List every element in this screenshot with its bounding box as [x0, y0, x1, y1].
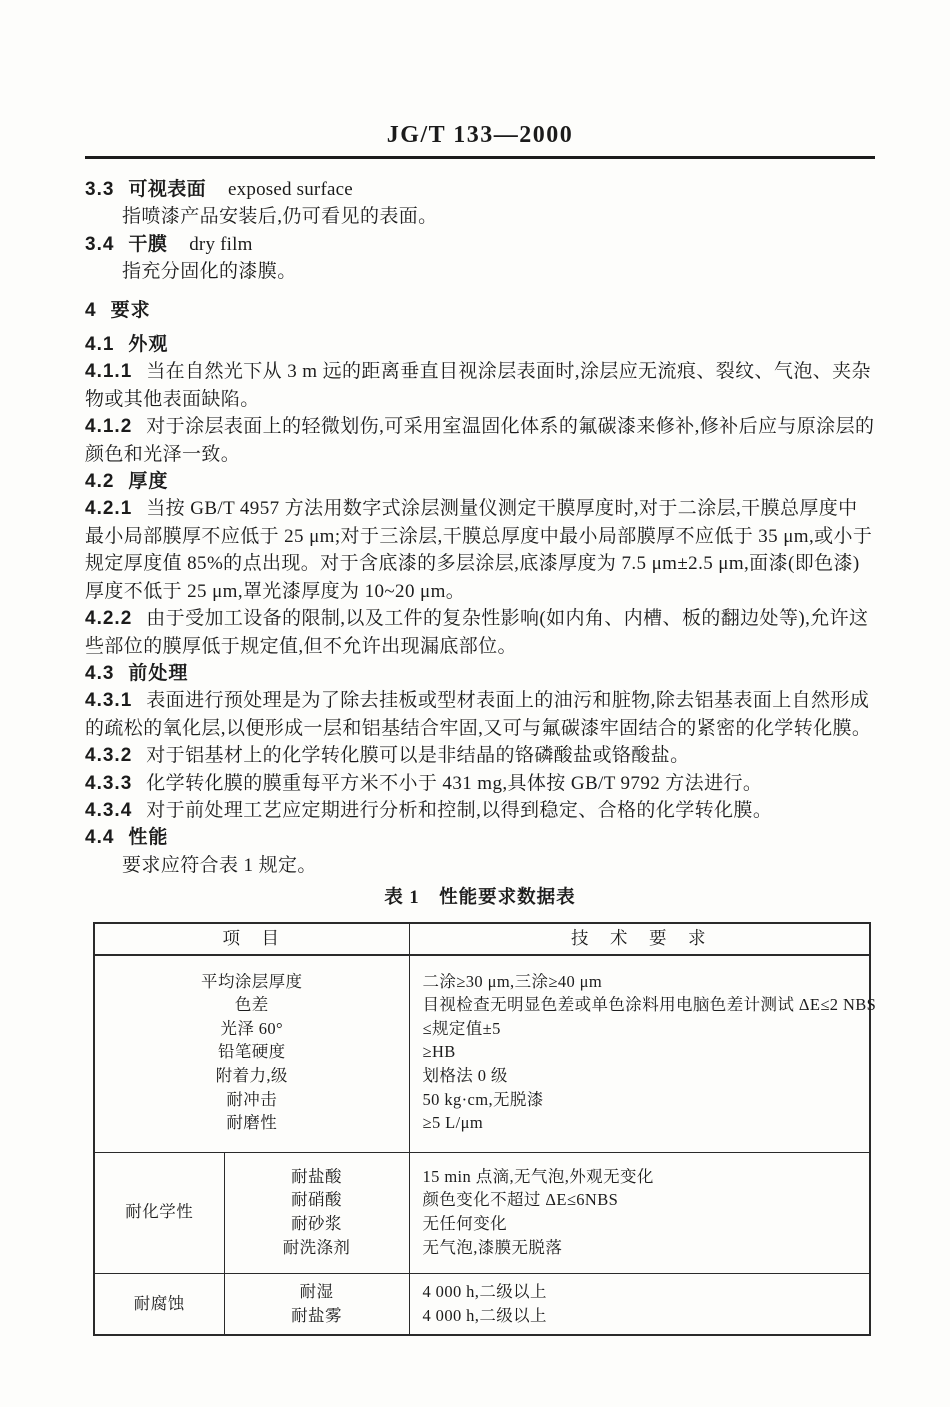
- clause-number: 4.3.2: [85, 745, 133, 767]
- performance-requirements-table: [93, 922, 877, 1337]
- table-section-chemical-resistance: [94, 1152, 870, 1273]
- clause-text: 由于受加工设备的限制,以及工件的复杂性影响(如内角、内槽、板的翻边处等),允许这些部位的膜厚低于规定值,但不允许出现漏底部位。: [85, 608, 869, 657]
- item-label: 耐洗涤剂: [282, 1237, 351, 1257]
- item-label: 耐磨性: [226, 1113, 278, 1133]
- clause-number: 4.1.2: [85, 416, 133, 438]
- clause-number: 4.1.1: [85, 361, 133, 383]
- table-header-row: [94, 923, 870, 955]
- term-title-zh: 干膜: [128, 233, 168, 255]
- clause-text: 表面进行预处理是为了除去挂板或型材表面上的油污和脏物,除去铝基表面上自然形成的疏松的氧化层,以便形成一层和铝基结合牢固,又可与氟碳漆牢固结合的紧密的化学转化膜。: [85, 690, 872, 739]
- item-cell: [94, 955, 409, 1153]
- requirement-value: 目视检查无明显色差或单色涂料用电脑色差计测试 ΔE≤2 NBS: [422, 995, 877, 1015]
- requirement-value: ≤规定值±5: [422, 1018, 501, 1038]
- clause-4-3-4: [85, 797, 875, 824]
- clause-number: 4.2.1: [85, 498, 133, 520]
- requirement-value: 15 min 点滴,无气泡,外观无变化: [422, 1166, 654, 1186]
- clause-number: 4.2.2: [85, 608, 133, 630]
- heading-4-1: [85, 331, 875, 358]
- requirement-cell: [409, 1274, 870, 1336]
- table-section-general: [94, 955, 870, 1153]
- clause-number: 4.3: [85, 662, 115, 684]
- heading-4-4: [85, 824, 875, 851]
- term-title-en: exposed surface: [228, 179, 353, 200]
- heading-title: 要求: [110, 299, 151, 321]
- heading-4: [85, 297, 875, 324]
- clause-4-3-1: [85, 687, 875, 742]
- item-label: 附着力,级: [215, 1065, 288, 1085]
- requirement-value: 二涂≥30 μm,三涂≥40 μm: [422, 971, 603, 991]
- heading-title: 前处理: [128, 662, 189, 684]
- item-label: 耐盐酸: [291, 1166, 342, 1186]
- requirement-value: 无气泡,漆膜无脱落: [422, 1237, 563, 1257]
- header-rule: [85, 156, 875, 159]
- document-body: [85, 176, 875, 1336]
- item-label: 耐冲击: [226, 1089, 278, 1109]
- item-cell: [224, 1152, 409, 1273]
- requirement-value: 4 000 h,二级以上: [422, 1305, 547, 1325]
- table-header-requirement: 技 术 要 求: [409, 923, 870, 955]
- item-label: 耐硝酸: [291, 1190, 342, 1210]
- clause-number: 4.3.1: [85, 690, 133, 712]
- clause-4-1-1: [85, 358, 875, 413]
- requirement-value: 4 000 h,二级以上: [422, 1282, 547, 1302]
- page-content: [85, 122, 875, 1336]
- requirement-value: 无任何变化: [422, 1213, 507, 1233]
- table-lead-in: 要求应符合表 1 规定。: [122, 854, 317, 876]
- standard-code: JG/T 133—2000: [386, 122, 574, 148]
- requirement-value: 50 kg·cm,无脱漆: [422, 1089, 544, 1109]
- item-label: 耐砂浆: [291, 1213, 342, 1233]
- group-label: 耐化学性: [94, 1152, 224, 1273]
- clause-number: 4.2: [85, 471, 115, 493]
- table-header-item: 项 目: [94, 923, 409, 955]
- clause-number: 4.4: [85, 827, 115, 849]
- clause-text: 对于前处理工艺应定期进行分析和控制,以得到稳定、合格的化学转化膜。: [146, 799, 773, 821]
- requirement-value: 颜色变化不超过 ΔE≤6NBS: [422, 1190, 619, 1210]
- heading-4-3: [85, 660, 875, 687]
- clause-4-3-2: [85, 742, 875, 769]
- requirement-cell: [409, 1152, 870, 1273]
- term-3-3: [85, 176, 875, 203]
- requirement-value: 划格法 0 级: [422, 1065, 508, 1085]
- table-caption: 表 1 性能要求数据表: [384, 888, 576, 909]
- clause-text: 对于涂层表面上的轻微划伤,可采用室温固化体系的氟碳漆来修补,修补后应与原涂层的颜色和光泽一致。: [85, 416, 875, 465]
- heading-title: 性能: [128, 827, 169, 849]
- clause-number: 4.1: [85, 334, 115, 356]
- term-title-zh: 可视表面: [128, 179, 207, 200]
- heading-4-2: [85, 468, 875, 495]
- group-label: 耐腐蚀: [94, 1274, 224, 1336]
- table-section-corrosion-resistance: [94, 1274, 870, 1336]
- term-3-3-definition: 指喷漆产品安装后,仍可看见的表面。: [122, 206, 438, 228]
- term-3-4-definition: 指充分固化的漆膜。: [122, 261, 297, 283]
- item-label: 耐湿: [299, 1282, 334, 1302]
- clause-number: 3.3: [85, 179, 115, 200]
- requirement-value: ≥5 L/μm: [422, 1113, 484, 1133]
- clause-4-2-2: [85, 605, 875, 660]
- term-3-4: [85, 231, 875, 258]
- item-label: 耐盐雾: [291, 1305, 342, 1325]
- clause-number: 4.3.4: [85, 799, 133, 821]
- clause-4-3-3: [85, 770, 875, 797]
- clause-text: 当按 GB/T 4957 方法用数字式涂层测量仪测定干膜厚度时,对于二涂层,干膜总厚度中最小局部膜厚不应低于 25 μm;对于三涂层,干膜总厚度中最小局部膜厚不应低于 35 μm,或小于规定厚度值 85%的点出现。对于含底漆的多层涂层,底漆厚度为 7.5 μm±2.5 μm,面漆(即色漆)厚度不低于 25 μm,罩光漆厚度为 10~20 μm。: [85, 498, 873, 602]
- item-label: 光泽 60°: [220, 1018, 284, 1038]
- clause-text: 对于铝基材上的化学转化膜可以是非结晶的铬磷酸盐或铬酸盐。: [146, 745, 690, 767]
- clause-text: 当在自然光下从 3 m 远的距离垂直目视涂层表面时,涂层应无流痕、裂纹、气泡、夹杂物或其他表面缺陷。: [85, 361, 871, 410]
- item-label: 铅笔硬度: [217, 1042, 286, 1062]
- clause-4-1-2: [85, 413, 875, 468]
- clause-number: 3.4: [85, 233, 115, 255]
- clause-text: 化学转化膜的膜重每平方米不小于 431 mg,具体按 GB/T 9792 方法进行。: [146, 772, 763, 794]
- item-label: 色差: [234, 995, 269, 1015]
- clause-4-2-1: [85, 495, 875, 605]
- heading-title: 厚度: [128, 471, 169, 493]
- requirement-cell: [409, 955, 877, 1153]
- heading-title: 外观: [128, 334, 169, 356]
- term-title-en: dry film: [189, 233, 253, 255]
- clause-number: 4: [85, 299, 97, 321]
- item-cell: [224, 1274, 409, 1336]
- item-label: 平均涂层厚度: [201, 971, 303, 991]
- clause-number: 4.3.3: [85, 772, 133, 794]
- requirement-value: ≥HB: [422, 1042, 456, 1062]
